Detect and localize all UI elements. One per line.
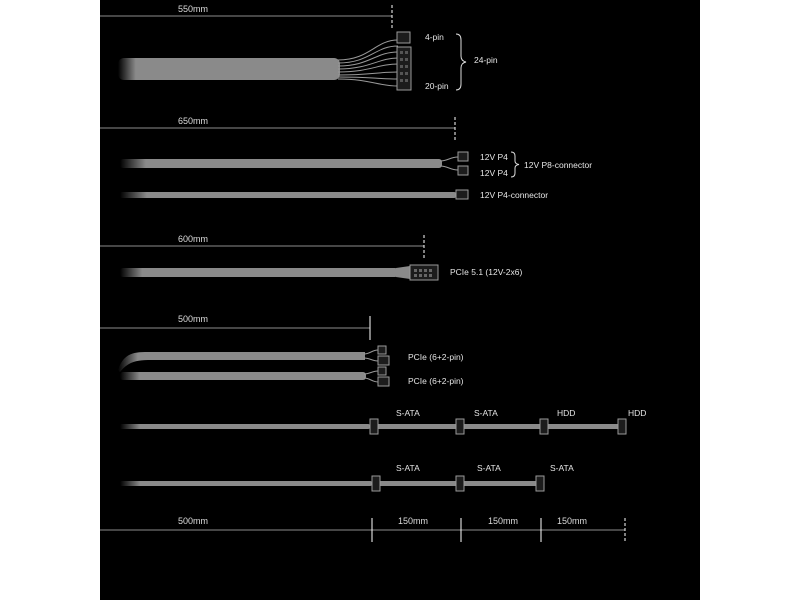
sata-label: S-ATA — [396, 463, 420, 473]
hdd-label: HDD — [557, 408, 576, 418]
pcie51-length: 600mm — [178, 234, 209, 244]
pcie-b-connector — [378, 377, 389, 386]
cpu-p8-label: 12V P8-connector — [524, 160, 593, 170]
pcie51-label: PCIe 5.1 (12V-2x6) — [450, 267, 523, 277]
atx-20pin-label: 20-pin — [425, 81, 449, 91]
sata-connector — [372, 476, 380, 491]
atx-20pin-connector — [397, 47, 411, 90]
cpu-p4b-label: 12V P4 — [480, 168, 508, 178]
cpu-p4a-connector — [458, 152, 468, 161]
atx-wires — [338, 40, 398, 86]
atx-length: 550mm — [178, 4, 209, 14]
cpu-p4-label: 12V P4-connector — [480, 190, 549, 200]
atx-brace — [456, 34, 466, 90]
pcie51-connector — [410, 265, 438, 280]
pcie-a-label: PCIe (6+2-pin) — [408, 352, 464, 362]
atx-4pin-connector — [397, 32, 410, 43]
sata-connector — [456, 419, 464, 434]
pcie-cable-b — [120, 372, 366, 380]
sata-label: S-ATA — [550, 463, 574, 473]
pcie-cable-group — [100, 314, 464, 386]
sata-label: S-ATA — [477, 463, 501, 473]
sata-hdd-cable-lead — [120, 424, 370, 429]
hdd-label: HDD — [628, 408, 647, 418]
spacing-seg2-length: 150mm — [488, 516, 519, 526]
sata-connector — [370, 419, 378, 434]
atx-cable-group — [100, 4, 498, 91]
pcie51-cable-group — [100, 234, 522, 280]
cpu-p8-cable — [120, 159, 442, 168]
atx-24pin-label: 24-pin — [474, 55, 498, 65]
cpu-cable-group — [100, 116, 592, 200]
atx-cable — [118, 58, 340, 80]
cpu-p4-connector — [456, 190, 468, 199]
sata-connector — [536, 476, 544, 491]
pcie-a-connector — [378, 356, 389, 365]
cpu-p4b-connector — [458, 166, 468, 175]
hdd-connector — [618, 419, 626, 434]
cpu-brace — [511, 152, 519, 177]
pcie-cable-a — [118, 352, 365, 372]
spacing-seg3-length: 150mm — [557, 516, 588, 526]
spacing-seg1-length: 150mm — [398, 516, 429, 526]
atx-4pin-label: 4-pin — [425, 32, 444, 42]
sata-hdd-cable-group — [120, 408, 646, 434]
pcie51-cable — [120, 268, 398, 277]
sata-label: S-ATA — [396, 408, 420, 418]
cpu-p4-cable — [120, 192, 456, 198]
cpu-p4a-label: 12V P4 — [480, 152, 508, 162]
pcie-b-label: PCIe (6+2-pin) — [408, 376, 464, 386]
pcie-length: 500mm — [178, 314, 209, 324]
sata-cable-group — [120, 463, 574, 491]
spacing-dimension-group — [100, 516, 625, 542]
sata-cable-lead — [120, 481, 372, 486]
hdd-connector — [540, 419, 548, 434]
spacing-first-length: 500mm — [178, 516, 209, 526]
sata-connector — [456, 476, 464, 491]
cpu-length: 650mm — [178, 116, 209, 126]
sata-label: S-ATA — [474, 408, 498, 418]
